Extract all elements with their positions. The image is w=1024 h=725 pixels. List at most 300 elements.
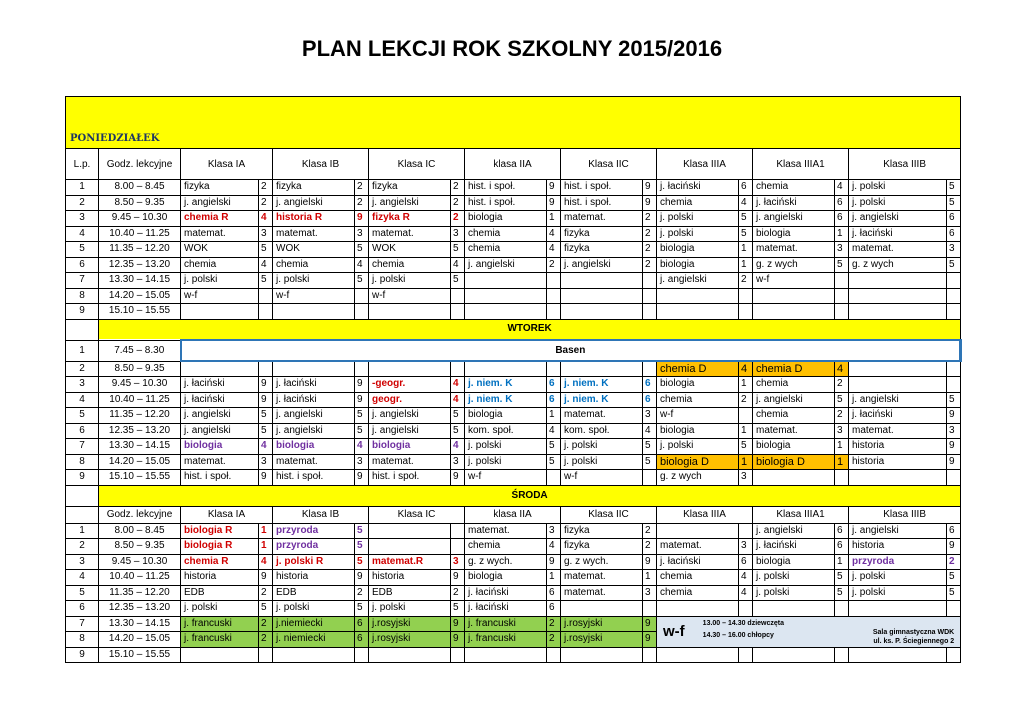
room-cell: 2 xyxy=(643,539,657,555)
lesson-time: 8.50 – 9.35 xyxy=(99,195,181,211)
room-cell: 3 xyxy=(451,554,465,570)
subject-cell: j. polski xyxy=(273,273,355,289)
subject-cell: j. angielski xyxy=(657,273,739,289)
room-cell xyxy=(451,304,465,320)
room-cell: 4 xyxy=(451,257,465,273)
subject-cell: w-f xyxy=(465,470,547,486)
column-header-class: klasa IIA xyxy=(465,149,561,180)
subject-cell: chemia xyxy=(657,392,739,408)
room-cell: 4 xyxy=(739,195,753,211)
column-header-class: Klasa IIC xyxy=(561,149,657,180)
lesson-time: 10.40 – 11.25 xyxy=(99,226,181,242)
room-cell: 2 xyxy=(547,616,561,632)
room-cell: 1 xyxy=(259,539,273,555)
subject-cell: matemat. xyxy=(561,585,643,601)
subject-cell: hist. i społ. xyxy=(465,180,547,196)
subject-cell: matemat. xyxy=(273,226,355,242)
basen-cell: Basen xyxy=(181,340,961,361)
subject-cell: j. angielski xyxy=(849,211,947,227)
subject-cell xyxy=(181,361,259,377)
lesson-number: 1 xyxy=(66,340,99,361)
subject-cell: j. łaciński xyxy=(753,195,835,211)
subject-cell xyxy=(369,647,451,663)
subject-cell: historia xyxy=(273,570,355,586)
column-header-class: Klasa IA xyxy=(181,149,273,180)
subject-cell: fizyka xyxy=(369,180,451,196)
room-cell: 5 xyxy=(355,273,369,289)
subject-cell xyxy=(849,361,947,377)
column-header-class: Klasa IIIA xyxy=(657,149,753,180)
room-cell: 5 xyxy=(451,242,465,258)
room-cell: 1 xyxy=(739,377,753,393)
lesson-number: 8 xyxy=(66,454,99,470)
subject-cell xyxy=(369,304,451,320)
lesson-time: 8.50 – 9.35 xyxy=(99,539,181,555)
lesson-time: 8.50 – 9.35 xyxy=(99,361,181,377)
subject-cell: kom. społ. xyxy=(465,423,547,439)
subject-cell: chemia xyxy=(369,257,451,273)
subject-cell: przyroda xyxy=(273,523,355,539)
subject-cell: j. polski xyxy=(657,439,739,455)
lesson-time: 9.45 – 10.30 xyxy=(99,211,181,227)
subject-cell: j. angielski xyxy=(369,408,451,424)
subject-cell xyxy=(181,647,259,663)
room-cell: 4 xyxy=(355,439,369,455)
room-cell: 2 xyxy=(739,273,753,289)
room-cell: 4 xyxy=(835,180,849,196)
room-cell: 4 xyxy=(259,257,273,273)
room-cell xyxy=(547,361,561,377)
subject-cell: j. angielski xyxy=(369,195,451,211)
room-cell: 9 xyxy=(947,454,961,470)
subject-cell: EDB xyxy=(369,585,451,601)
room-cell: 2 xyxy=(451,585,465,601)
column-header-class: Klasa IC xyxy=(369,149,465,180)
room-cell xyxy=(355,647,369,663)
day-header-tuesday: WTOREK xyxy=(99,319,961,340)
room-cell: 9 xyxy=(355,377,369,393)
subject-cell: historia xyxy=(849,454,947,470)
room-cell xyxy=(947,647,961,663)
room-cell: 2 xyxy=(835,408,849,424)
subject-cell: biologia xyxy=(657,423,739,439)
room-cell xyxy=(451,523,465,539)
room-cell: 9 xyxy=(643,195,657,211)
subject-cell xyxy=(849,304,947,320)
room-cell: 2 xyxy=(451,180,465,196)
subject-cell xyxy=(657,601,739,617)
room-cell xyxy=(547,273,561,289)
room-cell: 4 xyxy=(451,377,465,393)
subject-cell: biologia xyxy=(753,226,835,242)
subject-cell: j. łaciński xyxy=(849,408,947,424)
room-cell xyxy=(835,601,849,617)
room-cell xyxy=(259,288,273,304)
lesson-number: 4 xyxy=(66,392,99,408)
subject-cell: biologia xyxy=(273,439,355,455)
room-cell: 3 xyxy=(947,423,961,439)
room-cell xyxy=(547,288,561,304)
subject-cell xyxy=(849,288,947,304)
subject-cell xyxy=(273,361,355,377)
room-cell xyxy=(739,408,753,424)
room-cell: 3 xyxy=(835,423,849,439)
lesson-number: 9 xyxy=(66,470,99,486)
room-cell xyxy=(739,601,753,617)
timetable xyxy=(65,96,962,663)
subject-cell: j. polski xyxy=(273,601,355,617)
room-cell: 9 xyxy=(643,554,657,570)
room-cell: 5 xyxy=(547,439,561,455)
subject-cell: matemat. xyxy=(561,408,643,424)
room-cell: 9 xyxy=(547,554,561,570)
column-header-class: Klasa IA xyxy=(181,506,273,523)
room-cell: 5 xyxy=(947,585,961,601)
subject-cell: w-f xyxy=(753,273,835,289)
wf-note-line: 14.30 – 16.00 chłopcy xyxy=(702,631,774,639)
subject-cell: chemia xyxy=(465,226,547,242)
column-header-class: klasa IIA xyxy=(465,506,561,523)
room-cell: 6 xyxy=(547,377,561,393)
column-header-class: Klasa IB xyxy=(273,506,369,523)
column-header-class: Klasa IIIA1 xyxy=(753,506,849,523)
subject-cell: biologia D xyxy=(753,454,835,470)
room-cell xyxy=(947,273,961,289)
room-cell xyxy=(947,377,961,393)
subject-cell: j. francuski xyxy=(465,616,547,632)
subject-cell: j. angielski xyxy=(753,392,835,408)
lesson-number: 1 xyxy=(66,523,99,539)
room-cell: 6 xyxy=(947,226,961,242)
room-cell: 5 xyxy=(947,570,961,586)
room-cell xyxy=(835,647,849,663)
room-cell: 1 xyxy=(739,257,753,273)
subject-cell: fizyka xyxy=(561,242,643,258)
subject-cell: matemat. xyxy=(273,454,355,470)
subject-cell: j. łaciński xyxy=(657,180,739,196)
subject-cell: matemat.R xyxy=(369,554,451,570)
room-cell: 5 xyxy=(643,454,657,470)
subject-cell: j. polski xyxy=(561,454,643,470)
subject-cell: j. angielski xyxy=(753,523,835,539)
room-cell: 1 xyxy=(259,523,273,539)
subject-cell: biologia xyxy=(465,408,547,424)
room-cell: 9 xyxy=(259,570,273,586)
subject-cell: matemat. xyxy=(369,226,451,242)
room-cell: 4 xyxy=(259,439,273,455)
room-cell: 1 xyxy=(739,423,753,439)
room-cell: 5 xyxy=(947,180,961,196)
room-cell: 2 xyxy=(259,585,273,601)
room-cell xyxy=(355,361,369,377)
room-cell: 2 xyxy=(547,632,561,648)
lesson-number: 6 xyxy=(66,601,99,617)
room-cell xyxy=(739,647,753,663)
lesson-number: 2 xyxy=(66,361,99,377)
wf-note-place: Sala gimnastyczna WDK xyxy=(872,628,955,636)
room-cell: 5 xyxy=(835,585,849,601)
lesson-time: 14.20 – 15.05 xyxy=(99,454,181,470)
room-cell: 5 xyxy=(355,423,369,439)
lesson-time: 10.40 – 11.25 xyxy=(99,392,181,408)
subject-cell xyxy=(657,647,739,663)
subject-cell: kom. społ. xyxy=(561,423,643,439)
room-cell: 5 xyxy=(355,601,369,617)
subject-cell: j. angielski xyxy=(369,423,451,439)
subject-cell: j. polski R xyxy=(273,554,355,570)
room-cell xyxy=(739,523,753,539)
column-header-class: Klasa IIIB xyxy=(849,506,961,523)
room-cell: 9 xyxy=(259,377,273,393)
room-cell: 6 xyxy=(643,377,657,393)
room-cell: 1 xyxy=(739,454,753,470)
subject-cell: j. polski xyxy=(849,195,947,211)
room-cell: 4 xyxy=(451,392,465,408)
subject-cell: chemia xyxy=(465,242,547,258)
room-cell: 5 xyxy=(835,392,849,408)
room-cell: 5 xyxy=(355,408,369,424)
room-cell: 2 xyxy=(947,554,961,570)
room-cell xyxy=(835,304,849,320)
room-cell: 2 xyxy=(259,616,273,632)
subject-cell xyxy=(561,647,643,663)
subject-cell: WOK xyxy=(181,242,259,258)
room-cell: 5 xyxy=(259,601,273,617)
subject-cell: j. łaciński xyxy=(849,226,947,242)
lesson-number: 4 xyxy=(66,570,99,586)
subject-cell: j. łaciński xyxy=(465,585,547,601)
room-cell xyxy=(643,601,657,617)
room-cell: 5 xyxy=(643,439,657,455)
room-cell: 3 xyxy=(451,454,465,470)
room-cell xyxy=(547,647,561,663)
cell xyxy=(66,319,99,340)
room-cell: 4 xyxy=(355,257,369,273)
subject-cell xyxy=(465,288,547,304)
room-cell xyxy=(547,470,561,486)
room-cell: 2 xyxy=(643,226,657,242)
subject-cell: j. polski xyxy=(849,585,947,601)
cell xyxy=(66,506,99,523)
room-cell xyxy=(947,304,961,320)
lesson-time: 11.35 – 12.20 xyxy=(99,585,181,601)
subject-cell: matemat. xyxy=(561,211,643,227)
room-cell: 1 xyxy=(739,242,753,258)
room-cell xyxy=(355,304,369,320)
subject-cell: chemia xyxy=(465,539,547,555)
subject-cell: j. polski xyxy=(849,570,947,586)
room-cell: 4 xyxy=(547,539,561,555)
lesson-time: 11.35 – 12.20 xyxy=(99,242,181,258)
subject-cell xyxy=(465,304,547,320)
room-cell: 5 xyxy=(451,601,465,617)
subject-cell: historia xyxy=(181,570,259,586)
subject-cell: hist. i społ. xyxy=(181,470,259,486)
subject-cell: biologia xyxy=(465,211,547,227)
room-cell: 6 xyxy=(947,211,961,227)
subject-cell: j. angielski xyxy=(273,195,355,211)
subject-cell: historia xyxy=(849,539,947,555)
room-cell: 5 xyxy=(835,257,849,273)
room-cell: 9 xyxy=(355,570,369,586)
subject-cell: biologia xyxy=(753,554,835,570)
room-cell: 5 xyxy=(259,408,273,424)
room-cell: 4 xyxy=(739,570,753,586)
lesson-time: 8.00 – 8.45 xyxy=(99,180,181,196)
room-cell: 4 xyxy=(259,554,273,570)
subject-cell: j. angielski xyxy=(849,392,947,408)
lesson-time: 7.45 – 8.30 xyxy=(99,340,181,361)
subject-cell xyxy=(273,647,355,663)
room-cell: 2 xyxy=(643,523,657,539)
subject-cell: EDB xyxy=(273,585,355,601)
room-cell xyxy=(643,647,657,663)
lesson-number: 3 xyxy=(66,377,99,393)
subject-cell: biologia R xyxy=(181,523,259,539)
cell xyxy=(66,485,99,506)
room-cell: 3 xyxy=(451,226,465,242)
room-cell: 3 xyxy=(355,226,369,242)
lesson-time: 13.30 – 14.15 xyxy=(99,616,181,632)
subject-cell: j. polski xyxy=(465,439,547,455)
lesson-number: 6 xyxy=(66,257,99,273)
column-header-hours: Godz. lekcyjne xyxy=(99,506,181,523)
subject-cell: fizyka xyxy=(561,226,643,242)
subject-cell xyxy=(753,288,835,304)
room-cell: 9 xyxy=(947,408,961,424)
subject-cell xyxy=(369,539,451,555)
room-cell: 2 xyxy=(643,242,657,258)
room-cell: 6 xyxy=(547,585,561,601)
subject-cell: j. angielski xyxy=(561,257,643,273)
subject-cell xyxy=(465,361,547,377)
subject-cell: g. z wych xyxy=(849,257,947,273)
lesson-time: 12.35 – 13.20 xyxy=(99,423,181,439)
room-cell xyxy=(947,288,961,304)
room-cell xyxy=(643,361,657,377)
room-cell: 6 xyxy=(643,392,657,408)
room-cell: 9 xyxy=(643,180,657,196)
subject-cell: hist. i społ. xyxy=(561,180,643,196)
room-cell: 2 xyxy=(259,195,273,211)
subject-cell: j. łaciński xyxy=(273,392,355,408)
subject-cell: fizyka xyxy=(273,180,355,196)
subject-cell: historia R xyxy=(273,211,355,227)
subject-cell: matemat. xyxy=(561,570,643,586)
room-cell xyxy=(643,304,657,320)
room-cell: 3 xyxy=(643,585,657,601)
subject-cell: j. łaciński xyxy=(657,554,739,570)
lesson-number: 5 xyxy=(66,585,99,601)
room-cell: 6 xyxy=(355,632,369,648)
subject-cell xyxy=(849,470,947,486)
subject-cell: j. niem. K xyxy=(561,377,643,393)
subject-cell: historia xyxy=(369,570,451,586)
room-cell xyxy=(355,288,369,304)
subject-cell: j. francuski xyxy=(465,632,547,648)
room-cell xyxy=(835,470,849,486)
room-cell: 3 xyxy=(259,226,273,242)
lesson-time: 11.35 – 12.20 xyxy=(99,408,181,424)
subject-cell xyxy=(561,361,643,377)
column-header-class: Klasa IIIA xyxy=(657,506,753,523)
room-cell: 9 xyxy=(355,392,369,408)
room-cell xyxy=(947,601,961,617)
room-cell xyxy=(451,361,465,377)
room-cell xyxy=(547,304,561,320)
lesson-number: 7 xyxy=(66,616,99,632)
room-cell: 6 xyxy=(547,392,561,408)
lesson-number: 4 xyxy=(66,226,99,242)
page-title: PLAN LEKCJI ROK SZKOLNY 2015/2016 xyxy=(301,36,723,61)
subject-cell: biologia D xyxy=(657,454,739,470)
room-cell: 5 xyxy=(947,257,961,273)
room-cell: 1 xyxy=(547,211,561,227)
room-cell: 6 xyxy=(547,601,561,617)
subject-cell: j.rosyjski xyxy=(561,632,643,648)
room-cell: 2 xyxy=(643,257,657,273)
subject-cell: chemia R xyxy=(181,554,259,570)
subject-cell: j. polski xyxy=(465,454,547,470)
column-header-hours: Godz. lekcyjne xyxy=(99,149,181,180)
room-cell: 6 xyxy=(947,523,961,539)
room-cell xyxy=(739,304,753,320)
room-cell: 2 xyxy=(451,195,465,211)
room-cell xyxy=(643,470,657,486)
room-cell: 5 xyxy=(451,423,465,439)
room-cell: 5 xyxy=(739,211,753,227)
subject-cell: matemat. xyxy=(181,226,259,242)
lesson-number: 8 xyxy=(66,288,99,304)
subject-cell: j. angielski xyxy=(753,211,835,227)
subject-cell: j. francuski xyxy=(181,616,259,632)
subject-cell: biologia xyxy=(181,439,259,455)
room-cell: 9 xyxy=(947,439,961,455)
subject-cell xyxy=(657,523,739,539)
room-cell: 9 xyxy=(451,632,465,648)
subject-cell: j. polski xyxy=(657,226,739,242)
room-cell: 4 xyxy=(547,226,561,242)
subject-cell xyxy=(561,273,643,289)
room-cell: 6 xyxy=(835,539,849,555)
room-cell xyxy=(947,470,961,486)
room-cell: 9 xyxy=(355,470,369,486)
subject-cell: biologia xyxy=(657,377,739,393)
subject-cell: w-f xyxy=(369,288,451,304)
subject-cell: geogr. xyxy=(369,392,451,408)
subject-cell: -geogr. xyxy=(369,377,451,393)
room-cell: 9 xyxy=(451,570,465,586)
subject-cell: matemat. xyxy=(369,454,451,470)
subject-cell: matemat. xyxy=(657,539,739,555)
room-cell: 4 xyxy=(835,361,849,377)
room-cell: 5 xyxy=(947,392,961,408)
lesson-time: 12.35 – 13.20 xyxy=(99,257,181,273)
room-cell: 9 xyxy=(547,180,561,196)
room-cell: 1 xyxy=(835,439,849,455)
lesson-number: 7 xyxy=(66,273,99,289)
subject-cell: biologia xyxy=(657,242,739,258)
subject-cell: przyroda xyxy=(849,554,947,570)
subject-cell: j. polski xyxy=(181,273,259,289)
subject-cell: chemia xyxy=(753,180,835,196)
room-cell: 6 xyxy=(835,211,849,227)
subject-cell xyxy=(657,288,739,304)
room-cell: 2 xyxy=(835,377,849,393)
column-header-class: Klasa IIIA1 xyxy=(753,149,849,180)
room-cell: 3 xyxy=(643,408,657,424)
subject-cell xyxy=(273,304,355,320)
